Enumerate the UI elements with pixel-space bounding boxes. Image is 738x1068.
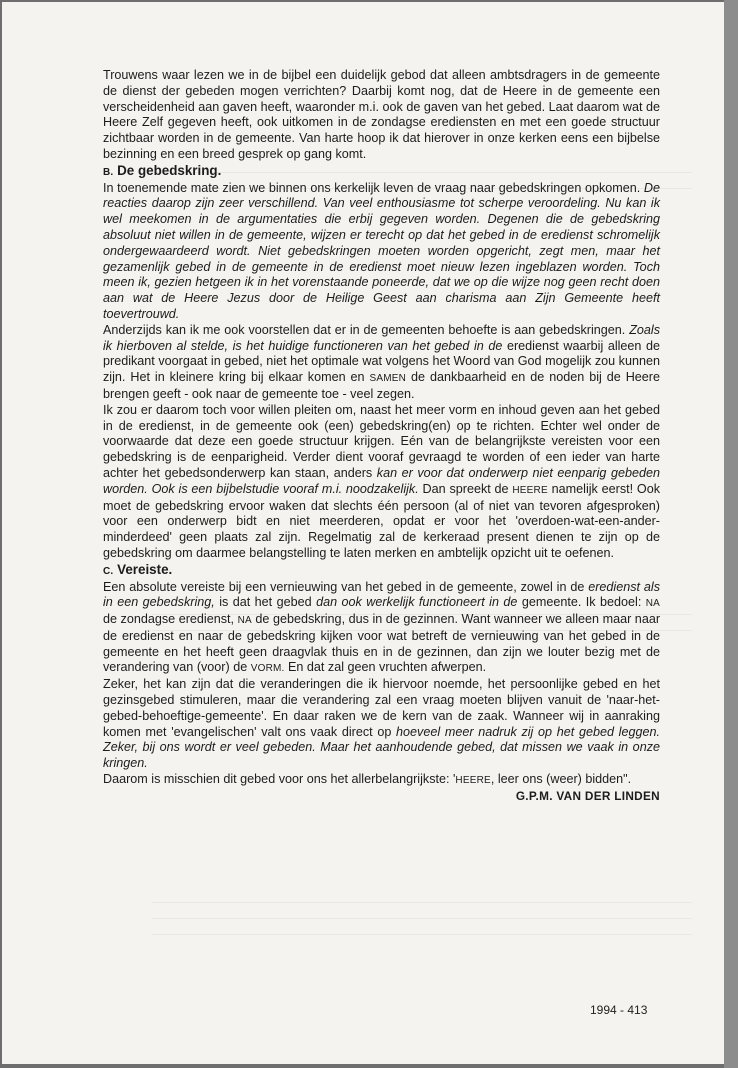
document-page — [2, 2, 724, 1064]
intro-paragraph: Trouwens waar lezen we in de bijbel een duidelijk gebod dat alleen ambtsdragers in de gemeente de dienst der gebeden mogen verrichten? Daarbij komt nog, dat de Heere in de gemeente een verscheidenheid aan gaven heeft, waaronder m.i. ook de gaven van het gebed. Laat daarom wat de Heere Zelf gegeven heeft, ook uitkomen in de zondagse erediensten en met een goede structuur zichtbaar worden in de gemeente. Van harte hoop ik dat hierover in onze kerken eens een bijbelse bezinning en een breed gesprek op gang komt. — [103, 68, 660, 161]
section-b-paragraph-1: In toenemende mate zien we binnen ons kerkelijk leven de vraag naar gebedskringen opkomen. De reacties daarop zijn zeer verschillend. Van veel enthousiasme tot scherpe veroordeling. Nu kan ik wel meekomen in de argumentaties die erbij gegeven worden. Degenen die de gebedskring absoluut niet willen in de gemeente, wijzen er terecht op dat het gebed in de eredienst schromelijk ondergewaardeerd wordt. Niet gebedskringen moeten worden opgericht, zegt men, maar het gezamenlijk gebed in de gemeente in de eredienst moet nieuw lezen ingeblazen worden. Toch meen ik, gezien hetgeen ik in het vorenstaande poneerde, dat we op die wijze nog geen recht doen aan wat de Heere Jezus door de Heilige Geest aan charisma aan Zijn Gemeente heeft toevertrouwd. — [103, 180, 661, 321]
section-c-paragraph-3: Daarom is misschien dit gebed voor ons het allerbelangrijkste: 'HEERE, leer ons (weer) bidden". — [103, 772, 632, 787]
scan-border — [724, 0, 738, 1068]
article-body — [103, 68, 660, 805]
section-b-paragraph-2: Anderzijds kan ik me ook voorstellen dat er in de gemeenten behoefte is aan gebedskringen. Zoals ik hierboven al stelde, is het huidige functioneren van het gebed in de eredienst waarbij alleen de predikant voorgaat in gebed, niet het optimale wat volgens het Woord van God mogelijk zou kunnen zijn. Het in kleinere kring bij elkaar komen en SAMEN de dankbaarheid en de noden bij de Heere brengen geeft - ook naar de gemeente toe - veel zegen. — [103, 322, 661, 401]
section-c-paragraph-2: Zeker, het kan zijn dat die veranderingen die ik hiervoor noemde, het persoonlijke gebed en het gezinsgebed stimuleren, maar die verandering zal een vraag moeten blijven vanuit de 'naar-het-gebed-behoeftige-gemeente'. En daar raken we de kern van de zaak. Wanneer wij in aanraking komen met 'evangelischen' valt ons vaak direct op hoeveel meer nadruk zij op het gebed leggen. Zeker, bij ons wordt er veel gebeden. Maar het aanhoudende gebed, dat missen we vaak in onze kringen. — [103, 677, 660, 771]
section-b-heading: B. De gebedskring. — [103, 162, 222, 178]
show-through-line — [152, 902, 692, 903]
page-number: 1994 - 413 — [590, 1003, 648, 1017]
section-c-heading: C. Vereiste. — [103, 561, 173, 577]
section-c-paragraph-1: Een absolute vereiste bij een vernieuwing van het gebed in de gemeente, zowel in de eredienst als in een gebedskring, is dat het gebed dan ook werkelijk functioneert in de gemeente. Ik bedoel: NA de zondagse eredienst, NA de gebedskring, dus in de gezinnen. Want wanneer we alleen maar naar de eredienst en naar de gebedskring kijken voor wat betreft de vernieuwing van het gebed in de gemeente en het heeft geen draagvlak thuis en in de gezinnen, dan zijn we louter bezig met de verandering van (voor) de VORM. En dat zal geen vruchten afwerpen. — [103, 579, 661, 675]
author-signature: G.P.M. VAN DER LINDEN — [515, 788, 660, 803]
show-through-line — [152, 918, 692, 919]
show-through-line — [152, 934, 692, 935]
section-b-paragraph-3: Ik zou er daarom toch voor willen pleiten om, naast het meer vorm en inhoud geven aan het gebed in de eredienst, in de gemeente ook (een) gebedskring(en) op te richten. Echter wel onder de voorwaarde dat deze een goede structuur krijgen. Eén van de belangrijkste vereisten voor een gebedskring is de eenparigheid. Verder dient vooraf gevraagd te worden of een ieder van harte achter het gebedsonderwerp kan staan, anders kan er voor dat onderwerp niet eenparig gebeden worden. Ook is een bijbelstudie vooraf m.i. noodzakelijk. Dan spreekt de HEERE namelijk eerst! Ook moet de gebedskring ervoor waken dat slechts één persoon (al of niet van tevoren afgesproken) voor een onderwerp bidt en niet meerderen, opdat er voor het 'overdoen-wat-een-ander-minderdeed' geen plaats zal zijn. Regelmatig zal de kerkeraad present dienen te zijn op de gebedskring om daarmee belangstelling te laten merken en ambtelijk opzicht uit te oefenen. — [103, 402, 661, 560]
